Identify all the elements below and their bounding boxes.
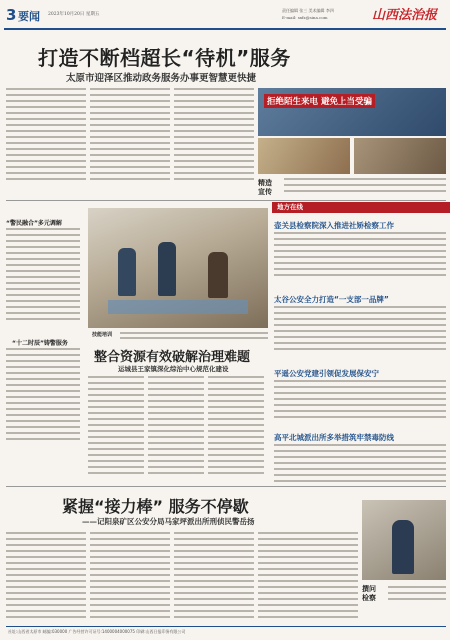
bottom-side-tag1: 撰问: [362, 585, 376, 593]
mid-body-col1: [88, 376, 144, 482]
issue-date: 2023年10月20日 星期五: [48, 12, 100, 17]
regional-head1: 壶关县检察院深入推进社矫检察工作: [274, 221, 394, 230]
email-info: E-mail: sxfz@sina.com: [282, 15, 328, 20]
bottom-side-tag2: 检察: [362, 594, 376, 602]
section-name: 要闻: [18, 10, 40, 23]
left-column-head1: “警民融合”多元调解: [6, 220, 62, 227]
lead-title: 打造不断档超长“待机”服务: [38, 46, 291, 70]
side-caption: [284, 178, 446, 196]
figure-2: [158, 242, 176, 296]
figure-officer: [392, 520, 414, 574]
regional-body1: [274, 232, 446, 282]
bottom-body-col4: [258, 532, 358, 622]
side-tag-line2: 宣传: [258, 188, 272, 196]
masthead-rule: [4, 28, 446, 30]
divider-bottom: [6, 486, 446, 487]
side-feature: [258, 88, 446, 196]
mid-subtitle: 运城县王家镇深化综治中心规范化建设: [118, 365, 229, 373]
side-tag-line1: 精造: [258, 179, 272, 187]
regional-head4: 高平北城派出所多举措筑牢禁毒防线: [274, 433, 394, 442]
figure-3: [208, 252, 228, 298]
left-story1-body: [6, 228, 80, 328]
bottom-side-caption: [388, 586, 446, 602]
regional-body3: [274, 380, 446, 424]
lead-body-col1: [6, 88, 86, 188]
newspaper-logo: 山西法治报: [372, 8, 438, 23]
training-photo: [88, 208, 268, 328]
divider-top: [6, 200, 446, 201]
left-story2-body: [6, 348, 80, 448]
left-column-head2: “十二时辰”铸警服务: [12, 340, 68, 347]
regional-banner: 地方在线: [272, 202, 450, 213]
figure-1: [118, 248, 136, 296]
mid-body-col2: [148, 376, 204, 482]
banner-photo: [258, 88, 446, 136]
regional-head3: 平遥公安党建引领促发展保安宁: [274, 369, 379, 378]
photo-caption-text: [120, 332, 268, 340]
footer-rule: [6, 626, 446, 627]
bottom-subtitle: ——记阳泉矿区公安分局马家坪派出所刑侦民警岳扬: [82, 517, 255, 526]
regional-body2: [274, 306, 446, 356]
page-number: 3: [6, 6, 17, 24]
bottom-body-col1: [6, 532, 86, 622]
editor-info: 责任编辑 张三 美术编辑 李四: [282, 8, 334, 13]
event-photo-right: [354, 138, 446, 174]
regional-head2: 太谷公安全力打造“一支部一品牌”: [274, 295, 389, 304]
regional-body4: [274, 444, 446, 488]
mat: [108, 300, 248, 314]
bottom-body-col3: [174, 532, 254, 622]
photo-caption-tag: 技能培训: [92, 332, 113, 338]
mid-body-col3: [208, 376, 264, 482]
bottom-title: 紧握“接力棒” 服务不停歇: [62, 497, 249, 516]
mid-title: 整合资源有效破解治理难题: [94, 350, 251, 365]
masthead: [0, 0, 450, 33]
photo-banner-text: 拒绝陌生来电 避免上当受骗: [264, 94, 375, 108]
bottom-right-photo: [362, 500, 446, 580]
footer-text: 社址:山西省太原市 邮编:030000 广告经营许可证号:1400004000075 印刷:山西日报印务有限公司: [8, 629, 186, 634]
lead-body-col3: [174, 88, 254, 188]
lead-body-col2: [90, 88, 170, 188]
event-photo-left: [258, 138, 350, 174]
lead-subtitle: 太原市迎泽区推动政务服务办事更智慧更快捷: [66, 73, 257, 84]
bottom-body-col2: [90, 532, 170, 622]
